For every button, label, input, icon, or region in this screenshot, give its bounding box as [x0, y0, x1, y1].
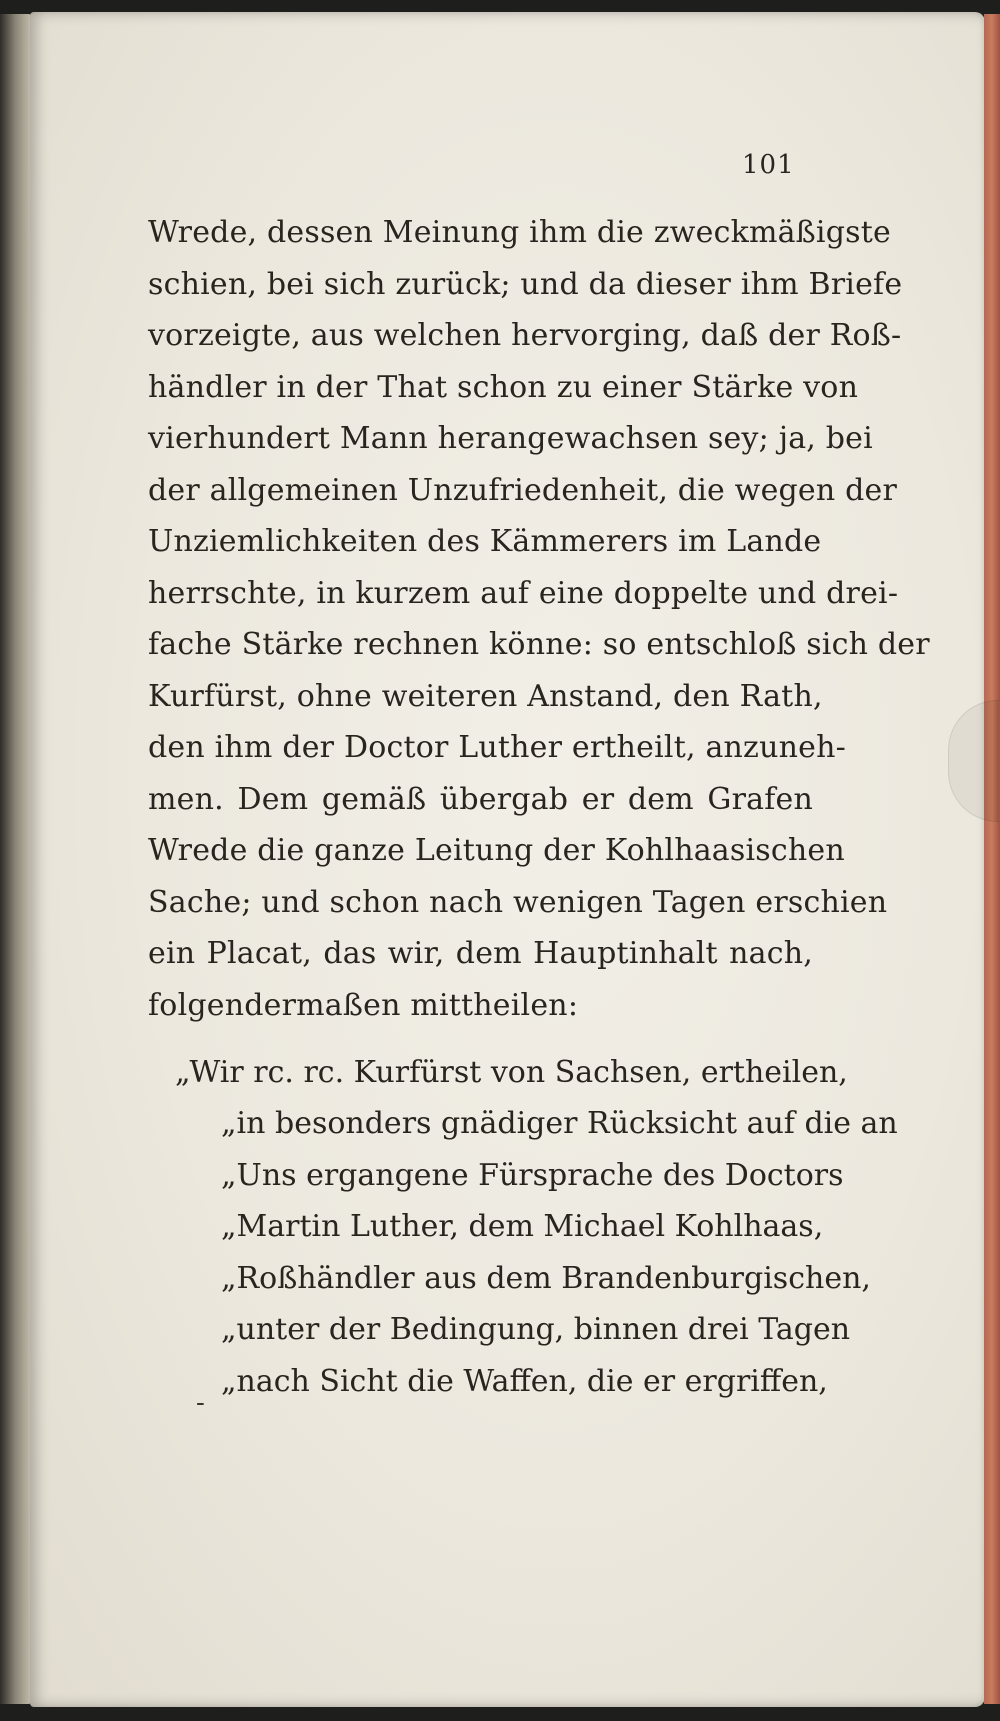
text-line: händler in der That schon zu einer Stärke von [148, 369, 859, 405]
quote-line: „Uns ergangene Fürsprache des Doctors [221, 1157, 844, 1193]
text-line: vierhundert Mann herangewachsen sey; ja, bei [148, 421, 873, 456]
quote-line: „in besonders gnädiger Rücksicht auf die an [221, 1106, 898, 1141]
text-line: Sache; und schon nach wenigen Tagen erschien [148, 884, 888, 920]
text-line: vorzeigte, aus welchen hervorging, daß der Roß- [148, 318, 902, 353]
quote-line: „unter der Bedingung, binnen drei Tagen [221, 1312, 851, 1347]
text-line: fache Stärke rechnen könne: so entschloß sich der [148, 627, 930, 662]
quote-line: „Roßhändler aus dem Brandenburgischen, [221, 1260, 871, 1296]
facing-page-edge [0, 14, 34, 1704]
text-line: herrschte, in kurzem auf eine doppelte und drei- [148, 575, 899, 611]
quote-line: „Wir rc. rc. Kurfürst von Sachsen, ertheilen, [175, 1055, 848, 1090]
page-number: 101 [742, 150, 795, 180]
text-line: Unziemlichkeiten des Kämmerers im Lande [148, 524, 822, 559]
body-text [148, 207, 930, 1031]
page-edge-red [984, 14, 1000, 1704]
quote-line: „Martin Luther, dem Michael Kohlhaas, [221, 1209, 824, 1244]
text-line: den ihm der Doctor Luther ertheilt, anzuneh- [148, 730, 846, 765]
margin-mark: - [196, 1388, 205, 1418]
quote-text [221, 1098, 898, 1407]
text-line: ein Placat, das wir, dem Hauptinhalt nach, [148, 936, 813, 971]
text-line: Wrede die ganze Leitung der Kohlhaasischen [148, 833, 845, 868]
text-line: schien, bei sich zurück; und da dieser ihm Briefe [148, 266, 903, 302]
quote-line: „nach Sicht die Waffen, die er ergriffen, [221, 1363, 828, 1399]
quote-opening [175, 1047, 848, 1099]
text-line: der allgemeinen Unzufriedenheit, die wegen der [148, 472, 898, 508]
text-line: men. Dem gemäß übergab er dem Grafen [148, 781, 813, 817]
text-line: folgendermaßen mittheilen: [148, 987, 579, 1023]
text-line: Wrede, dessen Meinung ihm die zweckmäßigste [148, 215, 891, 250]
text-line: Kurfürst, ohne weiteren Anstand, den Rath, [148, 678, 823, 714]
